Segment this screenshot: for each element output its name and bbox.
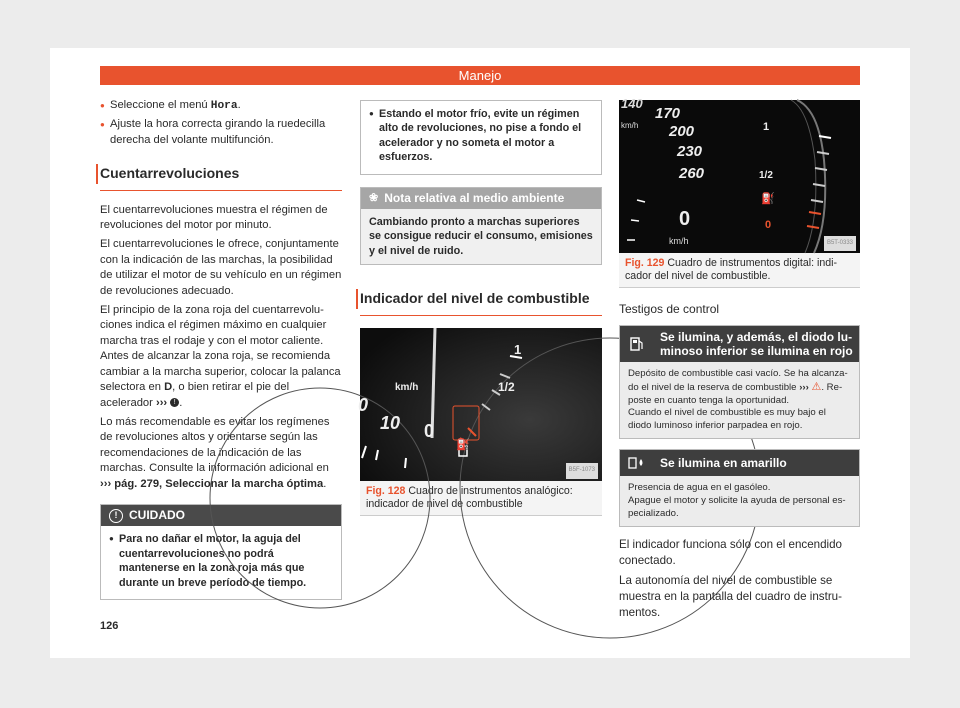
digital-label-1: 1	[763, 121, 770, 133]
digital-gauge-figure	[619, 96, 860, 253]
digital-label-kmh: km/h	[669, 236, 689, 246]
digital-label-260: 260	[679, 165, 705, 182]
page-link[interactable]: ››› pág. 279, Seleccionar la marcha óptima	[100, 477, 324, 490]
digital-label-speed-0: 0	[679, 208, 691, 230]
paragraph: Lo más recomendable es evitar los regímenes de revoluciones altos y orientarse según las recomendaciones de la indicación de las marchas. Consulte la información adicional en ››› pág. 279, Seleccionar la marcha óptima.	[100, 415, 330, 490]
list-item: ● Ajuste la hora correcta girando la ruedecilla derecha del volante multifunción.	[100, 117, 342, 148]
fuel-pump-icon	[620, 336, 654, 352]
column-1	[100, 98, 342, 600]
analog-fuel-gauge-image	[360, 328, 602, 481]
environment-note: ❀ Nota relativa al medio ambiente Cambiando pronto a marchas superiores se consigue reducir el consumo, emisiones y el nivel de ruido.	[360, 187, 602, 266]
water-in-diesel-icon	[620, 456, 654, 470]
cross-reference[interactable]: ›››	[799, 382, 809, 393]
gauge-label-10: 10	[380, 412, 401, 433]
paragraph: El cuentarrevoluciones le ofrece, conjuntamente con la indicación de las marchas, la posibilidad de utilizar el motor de su vehículo en un régimen de revoluciones adecuado.	[100, 238, 342, 297]
caution-item: ● Para no dañar el motor, la aguja del cuentarrevoluciones no podrá mantenerse en la zona roja más que durante un breve período de tiempo.	[109, 532, 333, 590]
caution-box	[100, 504, 342, 600]
paragraph: El indicador funciona sólo con el encendido conectado.	[619, 538, 843, 568]
caution-box-continued	[360, 100, 602, 175]
digital-label-0: 0	[765, 219, 772, 231]
digital-label-kmh-top: km/h	[621, 121, 639, 130]
figure-code: B5F-1073	[566, 463, 598, 478]
list-item: ● Seleccione el menú Hora.	[100, 98, 342, 114]
digital-label-170: 170	[655, 105, 681, 122]
gauge-label-0: 0	[358, 394, 369, 415]
subheading-warning-lamps: Testigos de control	[619, 302, 720, 316]
fuel-pump-icon: ⛽	[761, 193, 775, 205]
caution-header: ! CUIDADO	[101, 505, 341, 526]
warning-triangle-icon: ⚠	[811, 381, 822, 393]
paragraph: El cuentarrevoluciones muestra el régimen de revoluciones del motor por minuto.	[100, 203, 328, 232]
digital-label-200: 200	[669, 123, 695, 140]
digital-label-230: 230	[677, 143, 703, 160]
warning-lamp-yellow: Se ilumina en amarillo Presencia de agua en el gasóleo. Apague el motor y solicite la ayuda de personal especializado.	[619, 449, 860, 527]
menu-name: Hora	[210, 100, 238, 112]
leaf-icon: ❀	[369, 191, 379, 204]
chapter-header: Manejo	[100, 66, 860, 85]
analog-gauge-figure	[360, 328, 602, 481]
gauge-label-half: 1/2	[498, 379, 515, 394]
cross-reference[interactable]: ›››	[155, 396, 168, 409]
column-2	[360, 100, 602, 516]
fuel-pump-icon: ⛽	[456, 438, 470, 451]
section-title-fuel: Indicador del nivel de combustible	[360, 291, 602, 315]
column-3	[619, 96, 860, 625]
digital-label-half: 1/2	[759, 170, 773, 181]
figure-code: B5T-0333	[824, 236, 856, 251]
section-title-tachometer: Cuentarrevoluciones	[100, 166, 342, 190]
gauge-label-0b: 0	[424, 420, 435, 441]
figure-caption: Fig. 128 Cuadro de instrumentos analógico: indicador de nivel de combustible	[360, 481, 602, 516]
paragraph: La autonomía del nivel de combustible se muestra en la pantalla del cuadro de instrumentos.	[619, 574, 843, 620]
page-number: 126	[100, 620, 119, 632]
caution-item: ● Estando el motor frío, evite un régimen alto de revoluciones, no pise a fondo el acelerador y no someta el motor a esfuerzos.	[369, 107, 593, 165]
gauge-label-1: 1	[514, 341, 522, 357]
caution-ref-icon: !	[170, 398, 179, 407]
figure-caption: Fig. 129 Cuadro de instrumentos digital: indicador del nivel de combustible.	[619, 253, 860, 288]
digital-label-140: 140	[621, 96, 643, 111]
gauge-label-kmh: km/h	[395, 381, 419, 393]
paragraph: El principio de la zona roja del cuentarrevoluciones indica el régimen máximo en cualquier marcha tras el rodaje y con el motor caliente. Antes de alcanzar la zona roja, se recomienda cambiar a la marcha superior, colocar la palanca selectora en D, o bien retirar el pie del acelerador ››› ! .	[100, 304, 341, 409]
warning-lamp-red: Se ilumina, y además, el diodo luminoso inferior se ilumina en rojo Depósito de combustible casi vacío. Se ha alcanzado el nivel de la reserva de combustible ››› ⚠. Reposte en cuanto tenga la oportunidad. Cuando el nivel de combustible es muy bajo el diodo luminoso inferior parpadea en rojo.	[619, 325, 860, 439]
digital-fuel-gauge-image	[619, 100, 860, 253]
caution-icon: !	[109, 509, 123, 523]
